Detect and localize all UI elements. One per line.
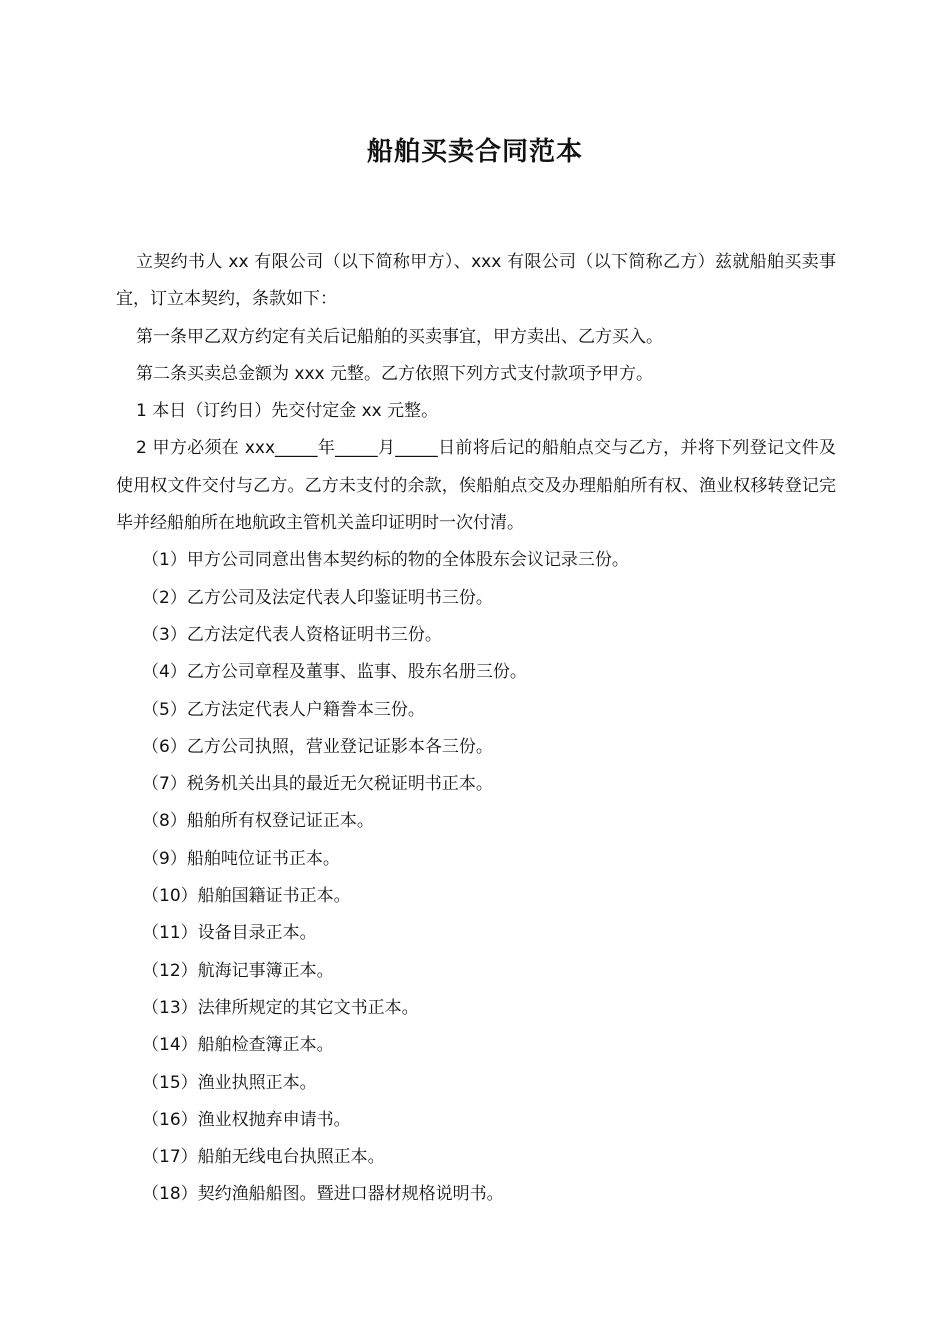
list-item: （7）税务机关出具的最近无欠税证明书正本。 xyxy=(142,774,493,795)
list-item: （9）船舶吨位证书正本。 xyxy=(142,848,340,869)
list-item: （12）航海记事簿正本。 xyxy=(142,960,334,981)
list-item: （18）契约渔船船图。暨进口器材规格说明书。 xyxy=(142,1184,504,1205)
list-item: （13）法律所规定的其它文书正本。 xyxy=(142,997,419,1018)
list-item: （2）乙方公司及法定代表人印鉴证明书三份。 xyxy=(142,587,493,608)
list-item: （3）乙方法定代表人资格证明书三份。 xyxy=(142,624,442,645)
list-item: （15）渔业执照正本。 xyxy=(142,1072,317,1093)
list-item: （11）设备目录正本。 xyxy=(142,923,317,944)
list-item: （17）船舶无线电台执照正本。 xyxy=(142,1147,385,1168)
article-1-paragraph: 第一条甲乙双方约定有关后记船舶的买卖事宜，甲方卖出、乙方买入。 xyxy=(136,326,663,347)
payment-term-2: 2 甲方必须在 xxx_____年_____月_____日前将后记的船舶点交与乙方，并将下列登记文件及使用权文件交付与乙方。乙方未支付的余款，俟船舶点交及办理船舶所有权、渔业权移转登记完毕并经船舶所在地航政主管机关盖印证明时一次付清。 xyxy=(116,438,836,534)
list-item: （16）渔业权抛弃申请书。 xyxy=(142,1109,351,1130)
list-item: （8）船舶所有权登记证正本。 xyxy=(142,811,374,832)
article-2-paragraph: 第二条买卖总金额为 xxx 元整。乙方依照下列方式支付款项予甲方。 xyxy=(136,363,653,384)
payment-term-1: 1 本日（订约日）先交付定金 xx 元整。 xyxy=(136,401,439,422)
document-title: 船舶买卖合同范本 xyxy=(366,137,583,167)
list-item: （5）乙方法定代表人户籍誊本三份。 xyxy=(142,699,425,720)
list-item: （6）乙方公司执照，营业登记证影本各三份。 xyxy=(142,736,493,757)
list-item: （10）船舶国籍证书正本。 xyxy=(142,886,351,907)
list-item: （1）甲方公司同意出售本契约标的物的全体股东会议记录三份。 xyxy=(142,550,629,571)
document-body xyxy=(116,244,836,1214)
list-item: （14）船舶检查簿正本。 xyxy=(142,1035,334,1056)
list-item: （4）乙方公司章程及董事、监事、股东名册三份。 xyxy=(142,662,527,683)
intro-paragraph: 立契约书人 xx 有限公司（以下简称甲方）、xxx 有限公司（以下简称乙方）兹就船舶买卖事宜，订立本契约，条款如下： xyxy=(116,252,836,310)
